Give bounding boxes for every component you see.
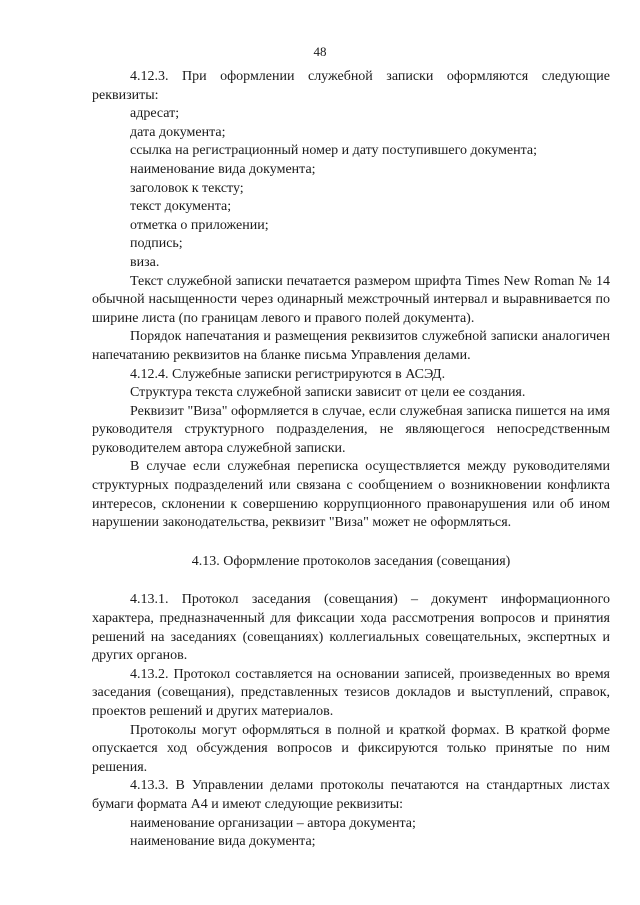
list-item: наименование организации – автора документа; [130, 815, 416, 831]
list-item: дата документа; [130, 124, 226, 140]
page-number: 48 [313, 44, 327, 59]
paragraph: Структура текста служебной записки зависит от цели ее создания. [130, 385, 526, 401]
list-item: заголовок к тексту; [130, 180, 244, 196]
list-item: отметка о приложении; [130, 217, 269, 233]
paragraph: 4.13.2. Протокол составляется на основании записей, произведенных во время заседания (совещания), представленных тезисов докладов и выступлений, справок, проектов решений и других материалов. [92, 666, 610, 719]
list-item: наименование вида документа; [130, 834, 316, 850]
list-item: адресат; [130, 106, 180, 122]
section-heading: 4.13. Оформление протоколов заседания (совещания) [191, 553, 511, 569]
paragraph: 4.13.3. В Управлении делами протоколы печатаются на стандартных листах бумаги формата А4 и имеют следующие реквизиты: [92, 778, 610, 812]
list-item: виза. [130, 254, 160, 270]
paragraph: Текст служебной записки печатается размером шрифта Times New Roman № 14 обычной насыщенности через одинарный межстрочный интервал и выравнивается по ширине листа (по границам левого и правого полей документа). [92, 273, 610, 326]
paragraph: 4.12.4. Служебные записки регистрируются в АСЭД. [130, 366, 446, 382]
list-item: наименование вида документа; [130, 161, 316, 177]
list-item: ссылка на регистрационный номер и дату поступившего документа; [130, 143, 538, 159]
paragraph: Порядок напечатания и размещения реквизитов служебной записки аналогичен напечатанию реквизитов на бланке письма Управления делами. [92, 329, 610, 363]
paragraph: Реквизит "Виза" оформляется в случае, если служебная записка пишется на имя руководителя структурного подразделения, не являющегося непосредственным руководителем автора служебной записки. [92, 403, 610, 456]
list-item: текст документа; [130, 199, 232, 215]
paragraph: Протоколы могут оформляться в полной и краткой формах. В краткой форме опускается ход обсуждения вопросов и фиксируются только принятые по ним решения. [92, 722, 610, 775]
list-item: подпись; [130, 236, 183, 252]
document-body [92, 68, 610, 852]
paragraph: 4.13.1. Протокол заседания (совещания) – документ информационного характера, предназначенный для фиксации хода рассмотрения вопросов и принятия решений на заседаниях (совещаниях) коллегиальных совещательных, экспертных и других органов. [92, 592, 610, 664]
paragraph: 4.12.3. При оформлении служебной записки оформляются следующие реквизиты: [92, 69, 610, 103]
paragraph: В случае если служебная переписка осуществляется между руководителями структурных подразделений или связана с сообщением о возникновении конфликта интересов, склонении к совершению коррупционного правонарушения или об ином нарушении законодательства, реквизит "Виза" может не оформляться. [92, 459, 610, 531]
